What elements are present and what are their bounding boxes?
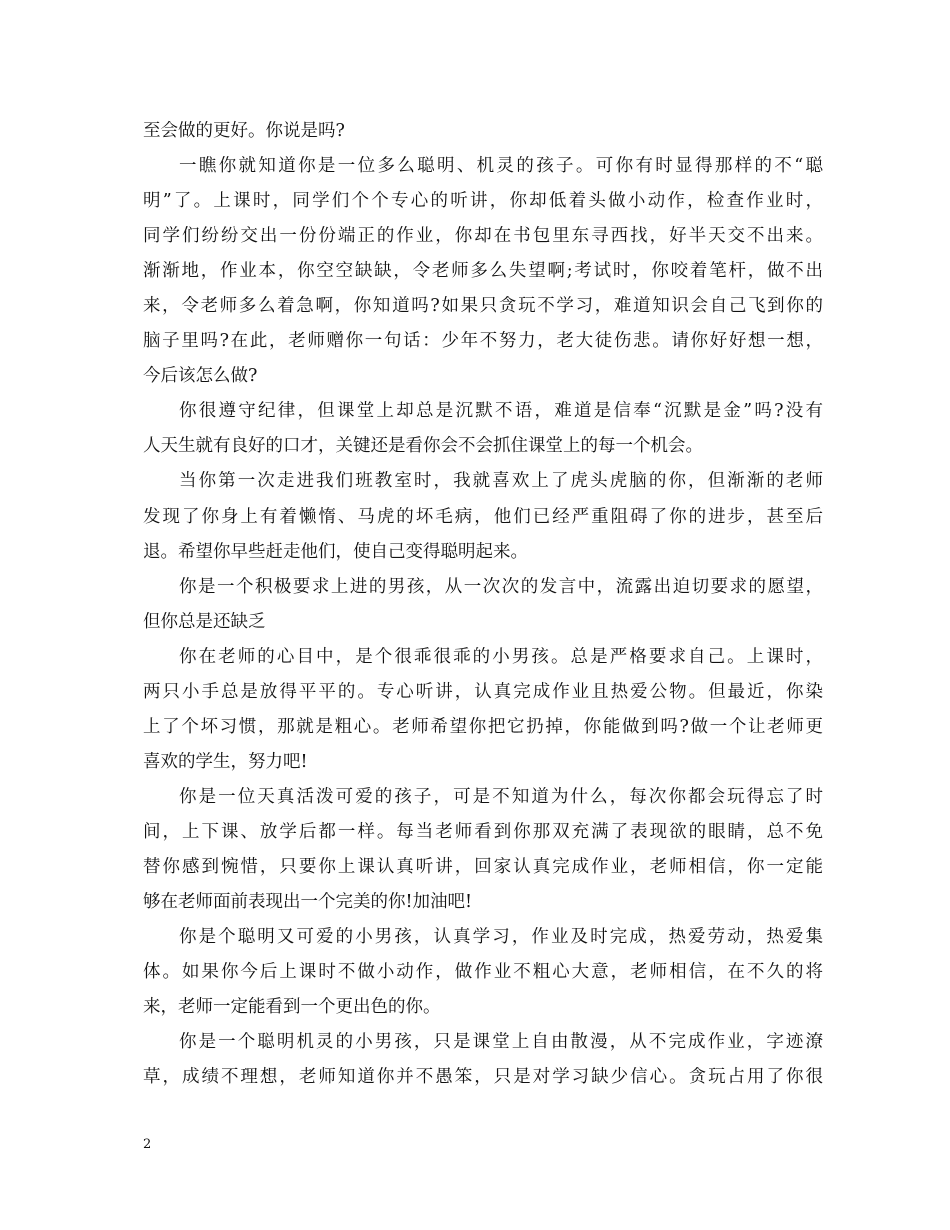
text-line: 你是个聪明又可爱的小男孩，认真学习，作业及时完成，热爱劳动，热爱集	[179, 927, 823, 948]
text-line: 发现了你身上有着懒惰、马虎的坏毛病，他们已经严重阻碍了你的进步，甚至后	[143, 506, 823, 527]
text-line: 上了个坏习惯，那就是粗心。老师希望你把它扔掉，你能做到吗?做一个让老师更	[143, 716, 823, 737]
text-line: 来，老师一定能看到一个更出色的你。	[143, 997, 441, 1018]
text-line: 渐渐地，作业本，你空空缺缺，令老师多么失望啊;考试时，你咬着笔杆，做不出	[143, 261, 823, 282]
text-line: 一瞧你就知道你是一位多么聪明、机灵的孩子。可你有时显得那样的不“聪	[179, 156, 823, 177]
text-line: 今后该怎么做?	[143, 366, 258, 387]
text-line: 草，成绩不理想，老师知道你并不愚笨，只是对学习缺少信心。贪玩占用了你很	[143, 1067, 823, 1088]
text-line: 替你感到惋惜，只要你上课认真听讲，回家认真完成作业，老师相信，你一定能	[143, 856, 823, 877]
text-line: 来，令老师多么着急啊，你知道吗?如果只贪玩不学习，难道知识会自己飞到你的	[143, 296, 823, 317]
text-line: 但你总是还缺乏	[143, 611, 266, 632]
text-line: 体。如果你今后上课时不做小动作，做作业不粗心大意，老师相信，在不久的将	[143, 962, 823, 983]
text-line: 两只小手总是放得平平的。专心听讲，认真完成作业且热爱公物。但最近，你染	[143, 681, 823, 702]
text-line: 你是一个积极要求上进的男孩，从一次次的发言中，流露出迫切要求的愿望，	[179, 576, 823, 597]
text-line: 你在老师的心目中，是个很乖很乖的小男孩。总是严格要求自己。上课时，	[179, 646, 823, 667]
text-line: 至会做的更好。你说是吗?	[143, 121, 345, 141]
text-line: 明”了。上课时，同学们个个专心的听讲，你却低着头做小动作，检查作业时，	[143, 191, 823, 212]
text-line: 够在老师面前表现出一个完美的你!加油吧!	[143, 892, 473, 913]
text-line: 脑子里吗?在此，老师赠你一句话：少年不努力，老大徒伤悲。请你好好想一想，	[143, 331, 823, 352]
text-line: 退。希望你早些赶走他们，使自己变得聪明起来。	[143, 541, 528, 562]
document-body	[143, 114, 823, 1095]
text-line: 喜欢的学生，努力吧!	[143, 751, 308, 772]
text-line: 人天生就有良好的口才，关键还是看你会不会抓住课堂上的每一个机会。	[143, 436, 703, 457]
text-line: 你很遵守纪律，但课堂上却总是沉默不语，难道是信奉“沉默是金”吗?没有	[179, 401, 823, 422]
text-line: 你是一个聪明机灵的小男孩，只是课堂上自由散漫，从不完成作业，字迹潦	[179, 1032, 823, 1053]
text-line: 同学们纷纷交出一份份端正的作业，你却在书包里东寻西找，好半天交不出来。	[143, 226, 823, 247]
text-line: 当你第一次走进我们班教室时，我就喜欢上了虎头虎脑的你，但渐渐的老师	[179, 471, 823, 492]
page-number: 2	[143, 1137, 152, 1152]
text-line: 间，上下课、放学后都一样。每当老师看到你那双充满了表现欲的眼睛，总不免	[143, 821, 823, 842]
text-line: 你是一位天真活泼可爱的孩子，可是不知道为什么，每次你都会玩得忘了时	[179, 786, 823, 807]
